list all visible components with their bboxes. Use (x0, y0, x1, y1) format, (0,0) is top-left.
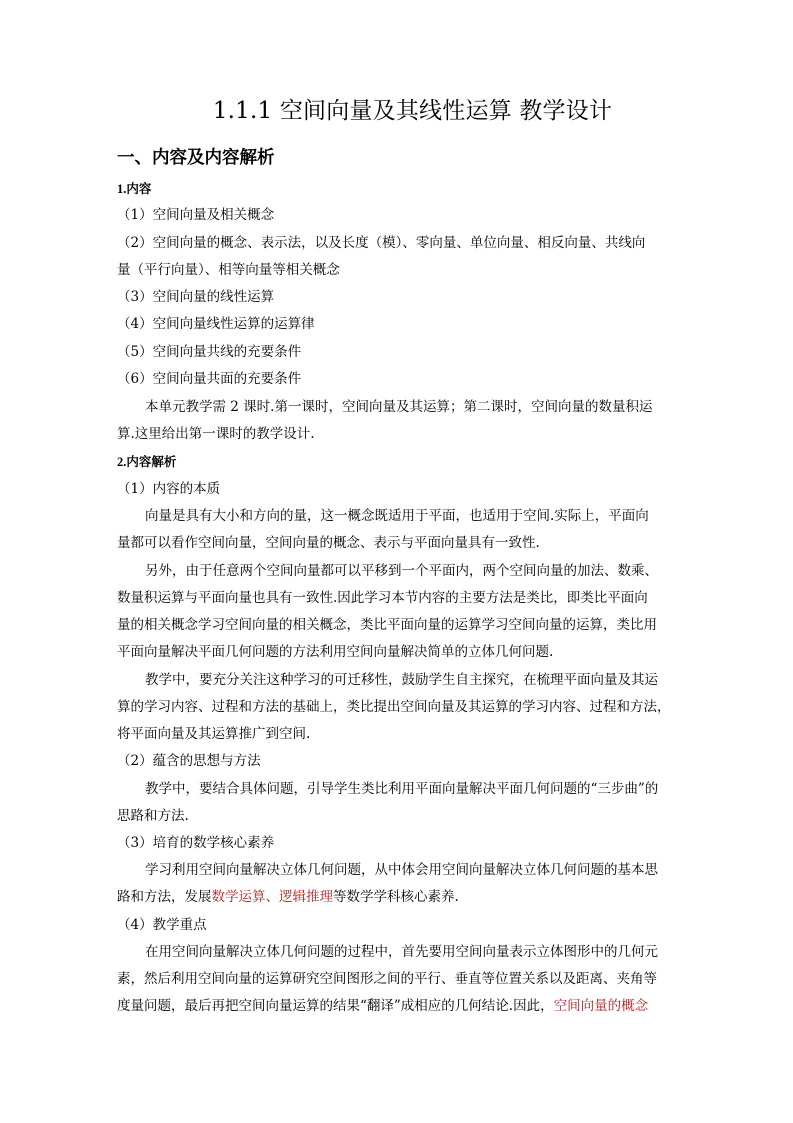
content-item-1: （1）空间向量及相关概念 (117, 207, 275, 223)
section-heading-content-analysis: 一、内容及内容解析 (117, 148, 275, 168)
text-run: 路和方法，发展 (117, 889, 212, 905)
paragraph-line: 思路和方法. (117, 808, 189, 824)
paragraph-line-with-highlight (117, 996, 683, 1016)
paragraph-unit-line: 算.这里给出第一课时的教学设计. (117, 426, 315, 442)
content-item-3: （3）空间向量的线性运算 (117, 289, 275, 305)
content-item-4: （4）空间向量线性运算的运算律 (117, 316, 315, 332)
paragraph-line: 教学中，要充分关注这种学习的可迁移性，鼓励学生自主探究，在梳理平面向量及其运 (145, 672, 658, 688)
paragraph-unit-line: 本单元教学需 2 课时.第一课时，空间向量及其运算；第二课时，空间向量的数量积运 (145, 399, 653, 415)
analysis-heading-methods: （2）蕴含的思想与方法 (117, 753, 261, 769)
paragraph-line: 数量积运算与平面向量也具有一致性.因此学习本节内容的主要方法是类比，即类比平面向 (117, 590, 648, 606)
paragraph-line: 素，然后利用空间向量的运算研究空间图形之间的平行、垂直等位置关系以及距离、夹角等 (117, 971, 657, 987)
paragraph-line: 量都可以看作空间向量，空间向量的概念、表示与平面向量具有一致性. (117, 535, 540, 551)
analysis-heading-key-points: （4）教学重点 (117, 917, 207, 933)
paragraph-line: 教学中，要结合具体问题，引导学生类比利用平面向量解决平面几何问题的“三步曲”的 (145, 781, 659, 797)
paragraph-line: 学习利用空间向量解决立体几何问题，从中体会用空间向量解决立体几何问题的基本思 (145, 862, 658, 878)
document-title: 1.1.1 空间向量及其线性运算 教学设计 (212, 98, 613, 124)
paragraph-line-with-highlight (117, 887, 683, 907)
subheading-content: 1.内容 (117, 182, 152, 196)
subheading-content-analysis: 2.内容解析 (117, 455, 177, 469)
paragraph-line: 量的相关概念学习空间向量的相关概念，类比平面向量的运算学习空间向量的运算，类比用 (117, 617, 657, 633)
paragraph-line: 将平面向量及其运算推广到空间. (117, 726, 311, 742)
highlight-text: 数学运算、逻辑推理 (211, 889, 333, 905)
content-item-2-cont: 量（平行向量）、相等向量等相关概念 (117, 262, 340, 278)
paragraph-line: 算的学习内容、过程和方法的基础上，类比提出空间向量及其运算的学习内容、过程和方法， (117, 699, 671, 715)
content-item-2: （2）空间向量的概念、表示法，以及长度（模）、零向量、单位向量、相反向量、共线向 (117, 235, 646, 251)
content-item-5: （5）空间向量共线的充要条件 (117, 344, 302, 360)
paragraph-line: 在用空间向量解决立体几何问题的过程中，首先要用空间向量表示立体图形中的几何元 (145, 944, 658, 960)
text-run: 等数学学科核心素养. (333, 889, 459, 905)
analysis-heading-literacy: （3）培育的数学核心素养 (117, 835, 275, 851)
text-run: 度量问题，最后再把空间向量运算的结果“翻译”成相应的几何结论.因此， (117, 998, 554, 1014)
paragraph-line: 另外，由于任意两个空间向量都可以平移到一个平面内，两个空间向量的加法、数乘、 (145, 563, 658, 579)
analysis-heading-essence: （1）内容的本质 (117, 481, 221, 497)
paragraph-line: 向量是具有大小和方向的量，这一概念既适用于平面，也适用于空间.实际上，平面向 (145, 508, 649, 524)
content-item-6: （6）空间向量共面的充要条件 (117, 371, 302, 387)
paragraph-line: 平面向量解决平面几何问题的方法利用空间向量解决简单的立体几何问题. (117, 644, 554, 660)
highlight-text: 空间向量的概念 (553, 998, 649, 1014)
